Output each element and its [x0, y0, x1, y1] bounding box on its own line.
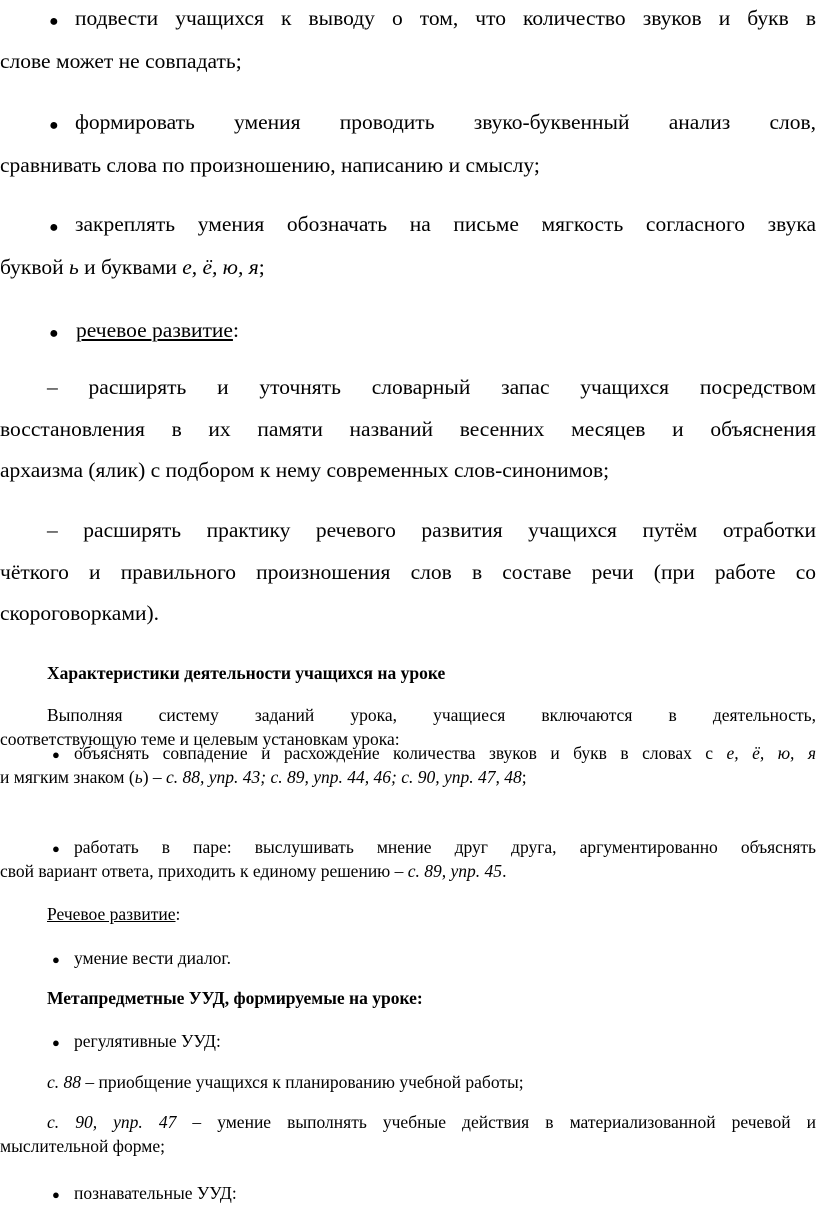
characteristics-heading-block: [0, 662, 816, 684]
meta-p90-text-1: – умение выполнять учебные действия в материализованной речевой и: [176, 1112, 816, 1132]
speech-development-item: [0, 318, 816, 342]
goal-item-3-line-2: [0, 255, 816, 279]
goal-item-1: [0, 6, 816, 73]
speech-development-line: [0, 318, 816, 342]
meta-p88-line: [0, 1071, 816, 1093]
bullet-icon: ●: [52, 952, 60, 967]
meta-p90: [0, 1111, 816, 1157]
meta-p90-ref: с. 90, упр. 47: [47, 1112, 177, 1132]
speech-goal-1-line-1: – расширять и уточнять словарный запас учащихся посредством: [47, 375, 816, 399]
meta-cognitive: [0, 1182, 816, 1204]
meta-regulative: [0, 1030, 816, 1052]
goal-item-1-line-2: слове может не совпадать;: [0, 49, 242, 73]
speech-section-colon: :: [175, 904, 181, 924]
bullet-icon: ●: [49, 13, 59, 30]
characteristics-heading: Характеристики деятельности учащихся на уроке: [47, 663, 446, 683]
meta-p90-line-2: мыслительной форме;: [0, 1136, 165, 1156]
soft-sign-letter: ь: [68, 255, 79, 279]
activity-item-1-pre: и мягким знаком (: [0, 767, 135, 787]
speech-development-colon: :: [232, 318, 239, 342]
goal-item-3-text-pre: буквой: [0, 255, 69, 279]
goal-item-3-text-mid: и буквами: [78, 255, 183, 279]
activity-item-1-mid: ) –: [142, 767, 167, 787]
activity-item-1-line-2: [0, 766, 816, 788]
speech-section-title: [0, 903, 816, 925]
activity-item-2-line-1: работать в паре: выслушивать мнение друг друга, аргументированно объяснять: [74, 837, 816, 857]
meta-heading: Метапредметные УУД, формируемые на уроке:: [47, 988, 423, 1008]
bullet-icon: ●: [52, 1187, 60, 1202]
bullet-icon: ●: [52, 1035, 60, 1050]
meta-p88-ref: с. 88: [47, 1072, 82, 1092]
bullet-icon: ●: [49, 325, 59, 342]
goal-item-2: [0, 110, 816, 177]
activity-item-1-text: объяснять совпадение и расхождение количества звуков и букв в словах с: [74, 743, 727, 763]
speech-goal-2: [0, 518, 816, 625]
speech-section-label: Речевое развитие: [47, 904, 176, 924]
speech-goal-2-line-3: скороговорками).: [0, 601, 159, 625]
goal-item-2-line-1: формировать умения проводить звуко-буквенный анализ слов,: [75, 110, 816, 134]
activity-item-1: [0, 742, 816, 788]
speech-goal-2-line-2: чёткого и правильного произношения слов в составе речи (при работе со: [0, 560, 816, 584]
activity-item-2-ref: с. 89, упр. 45: [407, 861, 503, 881]
meta-regulative-text: регулятивные УУД:: [74, 1031, 221, 1051]
speech-goal-1-line-2: восстановления в их памяти названий весенних месяцев и объяснения: [0, 417, 816, 441]
activity-item-1-refs: с. 88, упр. 43; с. 89, упр. 44, 46; с. 90, упр. 47, 48: [166, 767, 522, 787]
bullet-icon: ●: [49, 117, 59, 134]
activity-item-2-pre: свой вариант ответа, приходить к единому решению –: [0, 861, 408, 881]
speech-goal-2-line-1: – расширять практику речевого развития учащихся путём отработки: [47, 518, 816, 542]
meta-p88-text: – приобщение учащихся к планированию учебной работы;: [81, 1072, 524, 1092]
speech-goal-1: [0, 375, 816, 482]
vowel-letters: е, ё, ю, я: [182, 255, 259, 279]
activity-item-1-line-1: [0, 742, 816, 764]
activity-item-1-soft-sign: ь: [134, 767, 143, 787]
activity-item-2-end: .: [502, 861, 507, 881]
activity-item-2: [0, 836, 816, 882]
goal-item-2-line-2: сравнивать слова по произношению, написанию и смыслу;: [0, 153, 540, 177]
activity-item-2-line-2: [0, 860, 816, 882]
meta-p88: [0, 1071, 816, 1093]
bullet-icon: ●: [52, 747, 60, 762]
bullet-icon: ●: [49, 219, 59, 236]
activity-item-1-end: ;: [521, 767, 527, 787]
speech-section-item-text: умение вести диалог.: [74, 948, 232, 968]
meta-cognitive-text: познавательные УУД:: [74, 1183, 237, 1203]
characteristics-intro-line-2: соответствующую теме и целевым установкам урока:: [0, 729, 400, 749]
goal-item-1-line-1: подвести учащихся к выводу о том, что количество звуков и букв в: [75, 6, 816, 30]
activity-item-1-letters: е, ё, ю, я: [726, 743, 816, 763]
speech-section-item: [0, 947, 816, 969]
speech-section: [0, 903, 816, 925]
meta-heading-block: [0, 987, 816, 1009]
speech-development-label: речевое развитие: [76, 318, 233, 342]
bullet-icon: ●: [52, 841, 60, 856]
goal-item-3-text-end: ;: [258, 255, 265, 279]
meta-p90-line-1: [0, 1111, 816, 1133]
characteristics-intro-line-1: Выполняя систему заданий урока, учащиеся включаются в деятельность,: [47, 705, 816, 725]
goal-item-3: [0, 212, 816, 279]
speech-goal-1-line-3: архаизма (ялик) с подбором к нему современных слов-синонимов;: [0, 458, 610, 482]
goal-item-3-line-1: закреплять умения обозначать на письме мягкость согласного звука: [75, 212, 816, 236]
